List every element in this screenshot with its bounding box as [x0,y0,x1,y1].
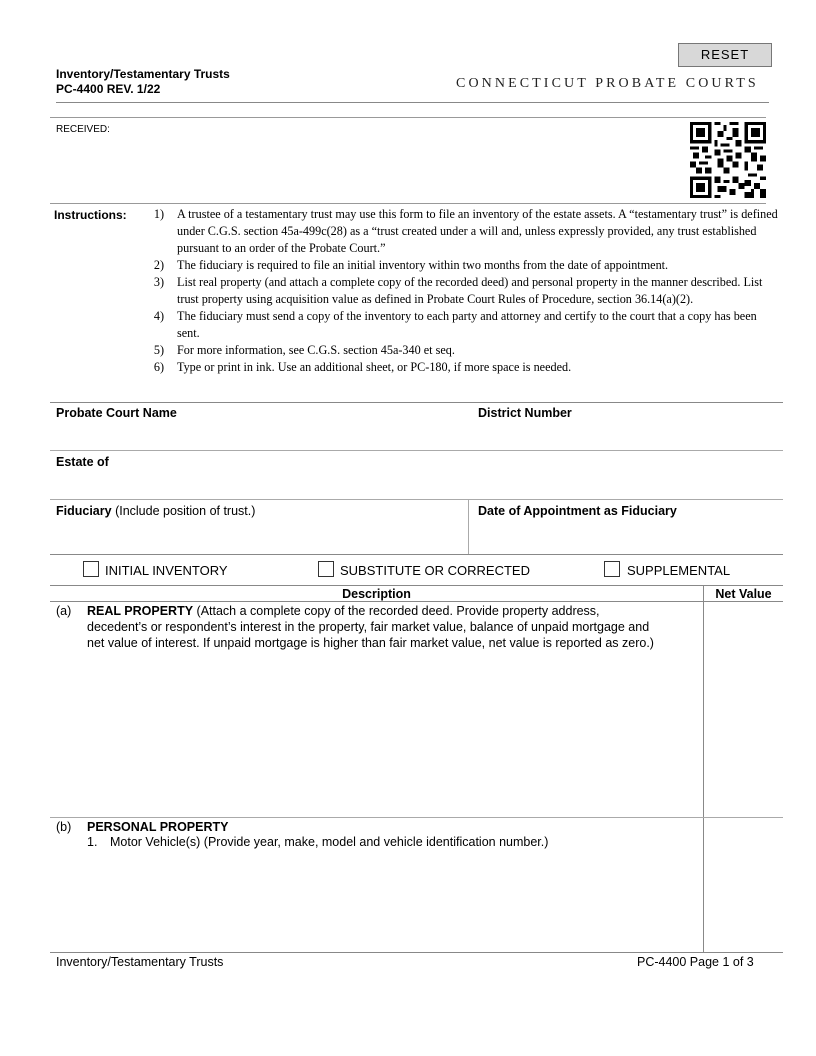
substitute-checkbox[interactable] [318,561,334,577]
fiduciary-field-label [56,504,255,518]
instruction-number: 2) [153,258,164,272]
brand-name: CONNECTICUT PROBATE COURTS [456,76,759,91]
real-property-marker: (a) [56,604,72,618]
form-title-block [56,67,230,97]
net-value-header: Net Value [715,587,772,601]
instruction-text: Type or print in ink. Use an additional sheet, or PC-180, if more space is needed. [177,360,572,374]
form-number: PC-4400 REV. 1/22 [56,82,161,96]
fields-top-border [50,402,783,403]
initial-inventory-checkbox[interactable] [83,561,99,577]
instruction-number: 3) [153,275,164,289]
instruction-text: For more information, see C.G.S. section 45a-340 et seq. [177,343,455,357]
instruction-item [150,342,780,359]
substitute-label: SUBSTITUTE OR CORRECTED [340,563,530,578]
instruction-number: 4) [153,309,164,323]
instruction-text: A trustee of a testamentary trust may use this form to file an inventory of the estate assets. A “testamentary trust” is defined under C.G.S. section 45a-499c(28) as a “trust created under a will and, unless expressly provided, any trust established pursuant to an order of the Probate Court.” [177,207,778,255]
instruction-text: List real property (and attach a complete copy of the recorded deed) and personal property in the manner described. List trust property using acquisition value as defined in Probate Court Rules of Procedure, section 36.14(a)(2). [177,275,763,306]
real-property-line [87,603,699,619]
personal-property-marker: (b) [56,820,72,834]
real-property-text: (Attach a complete copy of the recorded deed. Provide property address, [196,604,600,618]
fiduciary-row-border [50,554,783,555]
table-top-border [50,585,783,586]
instruction-number: 5) [153,343,164,357]
instruction-item [150,257,780,274]
instruction-text: The fiduciary is required to file an initial inventory within two months from the date of appointment. [177,258,669,272]
court-row-border [50,450,783,451]
description-header: Description [342,587,411,601]
real-property-title: REAL PROPERTY [87,604,194,618]
supplemental-checkbox[interactable] [604,561,620,577]
footer-page-number: PC-4400 Page 1 of 3 [637,955,754,969]
footer-form-title: Inventory/Testamentary Trusts [56,955,224,969]
instructions-list [150,206,780,376]
instruction-item [150,308,780,342]
real-property-line: decedent’s or respondent’s interest in the property, fair market value, balance of unpaid mortgage and [87,620,650,634]
instructions-label: Instructions: [54,208,127,222]
initial-inventory-label: INITIAL INVENTORY [105,563,228,578]
form-title: Inventory/Testamentary Trusts [56,67,230,81]
supplemental-label: SUPPLEMENTAL [627,563,731,578]
received-top-border [50,117,766,118]
received-label: RECEIVED: [56,124,110,135]
motor-vehicle-number: 1. [87,835,98,849]
footer-divider [50,952,783,953]
estate-row-border [50,499,783,500]
header-divider [56,102,769,103]
real-property-section [87,603,699,651]
real-property-border [50,817,783,818]
appointment-date-label: Date of Appointment as Fiduciary [478,504,677,518]
real-property-line: net value of interest. If unpaid mortgage is higher than fair market value, net value is reported as zero.) [87,636,654,650]
fiduciary-divider [468,499,469,554]
personal-property-title: PERSONAL PROPERTY [87,820,229,834]
table-header-border [50,601,783,602]
instruction-number: 6) [153,360,164,374]
instruction-item [150,206,780,257]
reset-button[interactable]: RESET [678,43,772,67]
motor-vehicle-text: Motor Vehicle(s) (Provide year, make, model and vehicle identification number.) [110,835,549,849]
estate-of-label: Estate of [56,455,109,469]
district-number-label: District Number [478,406,572,420]
instruction-item [150,359,780,376]
instruction-number: 1) [153,207,164,221]
fiduciary-label: Fiduciary [56,504,112,518]
instruction-text: The fiduciary must send a copy of the inventory to each party and attorney and certify to the court that a copy has been sent. [177,309,757,340]
qr-code-icon [690,122,766,198]
fiduciary-hint: (Include position of trust.) [115,504,256,518]
instruction-item [150,274,780,308]
net-value-column-divider [703,585,704,952]
court-name-label: Probate Court Name [56,406,177,420]
received-bottom-border [50,203,766,204]
